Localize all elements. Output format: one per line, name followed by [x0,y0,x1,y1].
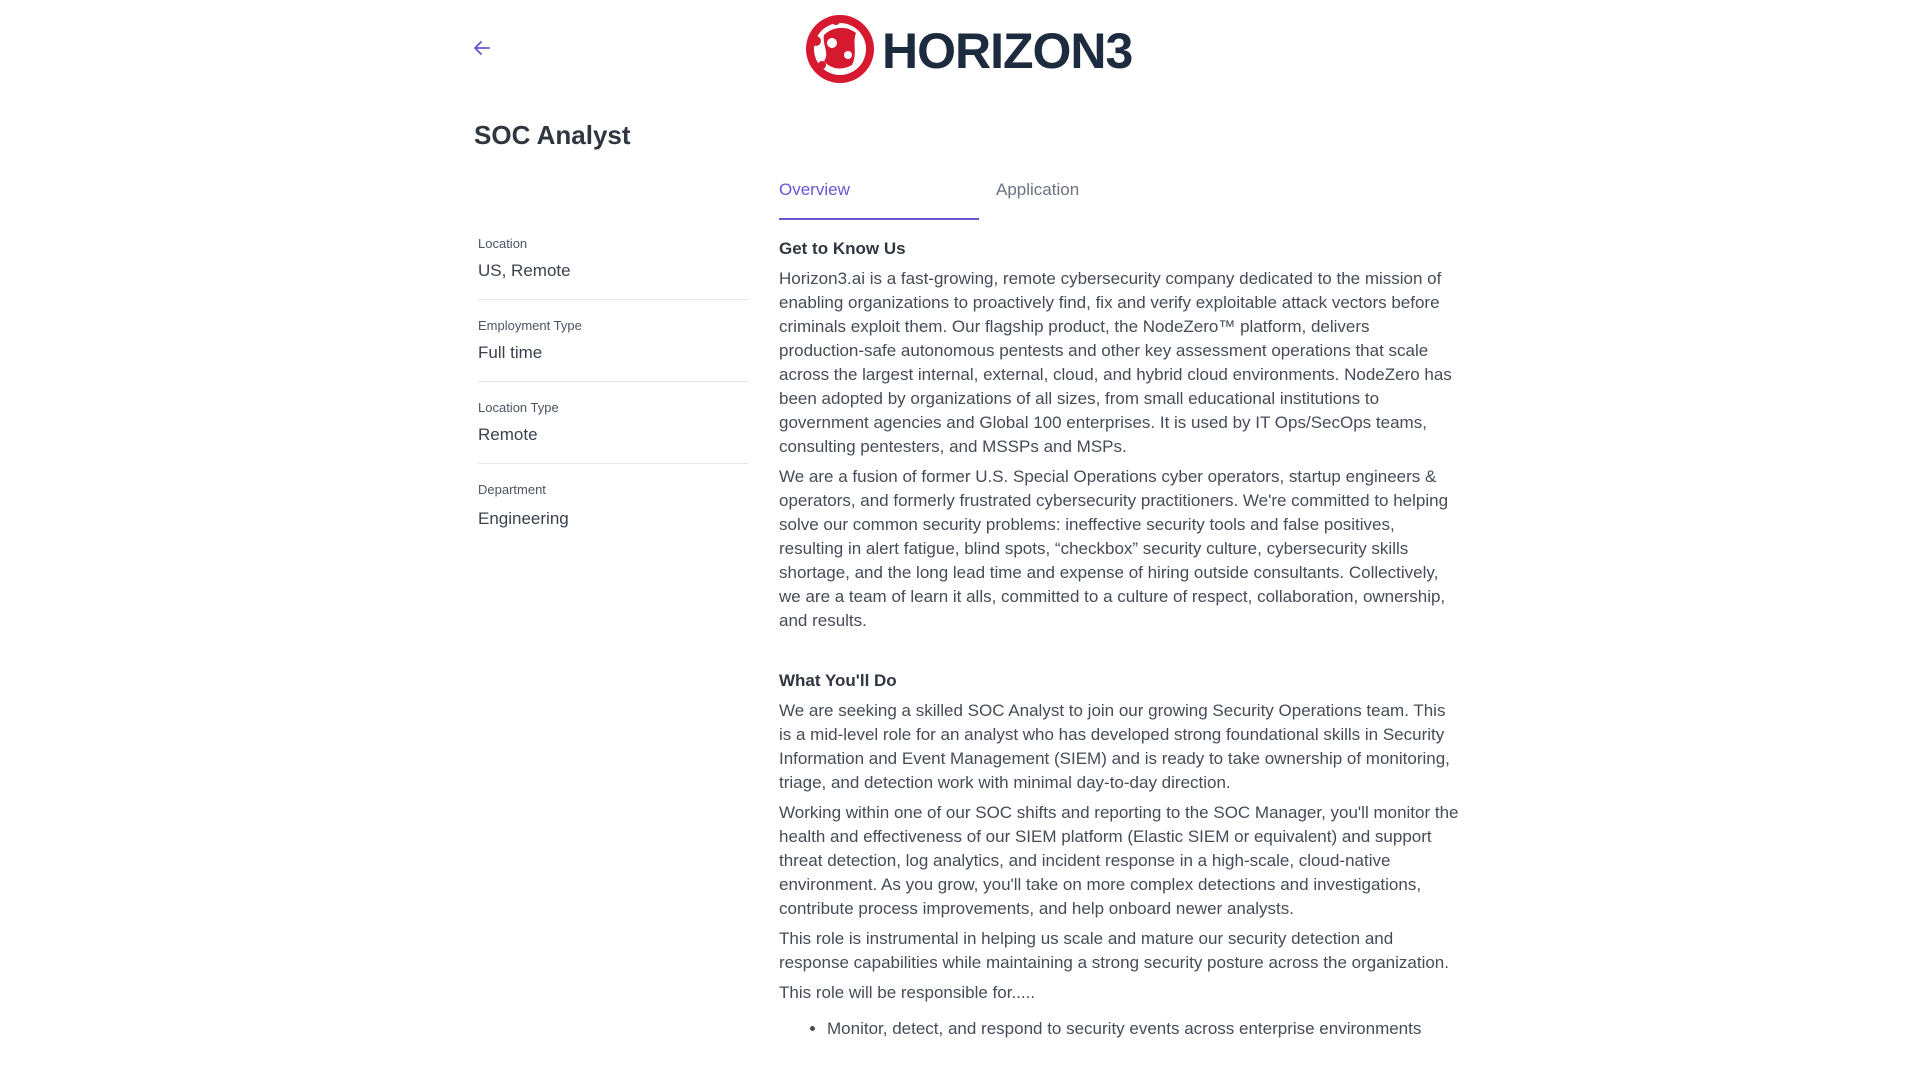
meta-employment-type [478,318,748,382]
meta-label: Location [478,236,528,251]
meta-value: Full time [478,343,543,362]
meta-location-type [478,400,748,464]
horizon3-globe-logo-icon [802,13,878,90]
responsibilities-list [779,1017,1459,1041]
paragraph: Working within one of our SOC shifts and reporting to the SOC Manager, you'll monitor the health and effectiveness of our SIEM platform (Elastic SIEM or equivalent) and support threat detection, log analytics, and incident response in a high-scale, cloud-native environment. As you grow, you'll take on more complex detections and investigations, contribute process improvements, and help onboard newer analysts. [779,803,1459,918]
list-item: • Monitor, detect, and respond to security events across enterprise environments [827,1017,1459,1041]
paragraph: Horizon3.ai is a fast-growing, remote cybersecurity company dedicated to the mission of enabling organizations to proactively find, fix and verify exploitable attack vectors before criminals exploit them. Our flagship product, the NodeZero™ platform, delivers production-safe autonomous pentests and other key assessment operations that scale across the largest internal, external, cloud, and hybrid cloud environments. NodeZero has been adopted by organizations of all sizes, from small educational institutions to government agencies and Global 100 enterprises. It is used by IT Ops/SecOps teams, consulting pentesters, and MSSPs and MSPs. [779,269,1452,456]
company-logo[interactable] [802,16,1132,86]
paragraph: This role is instrumental in helping us scale and mature our security detection and response capabilities while maintaining a strong security posture across the organization. [779,929,1449,972]
tab-overview[interactable]: Overview [779,176,979,220]
section-heading: What You'll Do [779,671,897,690]
arrow-left-icon [474,41,490,60]
paragraph: We are seeking a skilled SOC Analyst to join our growing Security Operations team. This is a mid-level role for an analyst who has developed strong foundational skills in Security Information and Event Management (SIEM) and is ready to take ownership of monitoring, triage, and detection work with minimal day-to-day direction. [779,701,1450,792]
meta-value: US, Remote [478,261,571,280]
back-button[interactable] [470,38,494,62]
paragraph: We are a fusion of former U.S. Special Operations cyber operators, startup engineers & operators, and formerly frustrated cybersecurity practitioners. We're committed to helping solve our common security problems: ineffective security tools and false positives, resulting in alert fatigue, blind spots, “checkbox” security culture, cybersecurity skills shortage, and the long lead time and expense of hiring outside consultants. Collectively, we are a team of learn it alls, committed to a culture of respect, collaboration, ownership, and results. [779,467,1449,630]
logo-wordmark: HORIZON3 [882,23,1133,79]
tab-bar [779,176,1449,218]
paragraph: This role will be responsible for..... [779,983,1036,1002]
job-details-sidebar [478,236,748,565]
page-title: SOC Analyst [474,120,631,150]
tab-application[interactable]: Application [996,180,1080,199]
meta-department [478,482,748,547]
meta-value: Engineering [478,509,569,528]
meta-label: Employment Type [478,318,582,333]
meta-label: Department [478,482,546,497]
meta-label: Location Type [478,400,559,415]
section-heading: Get to Know Us [779,239,906,258]
meta-value: Remote [478,425,538,444]
meta-location [478,236,748,300]
job-description [779,237,1459,1041]
